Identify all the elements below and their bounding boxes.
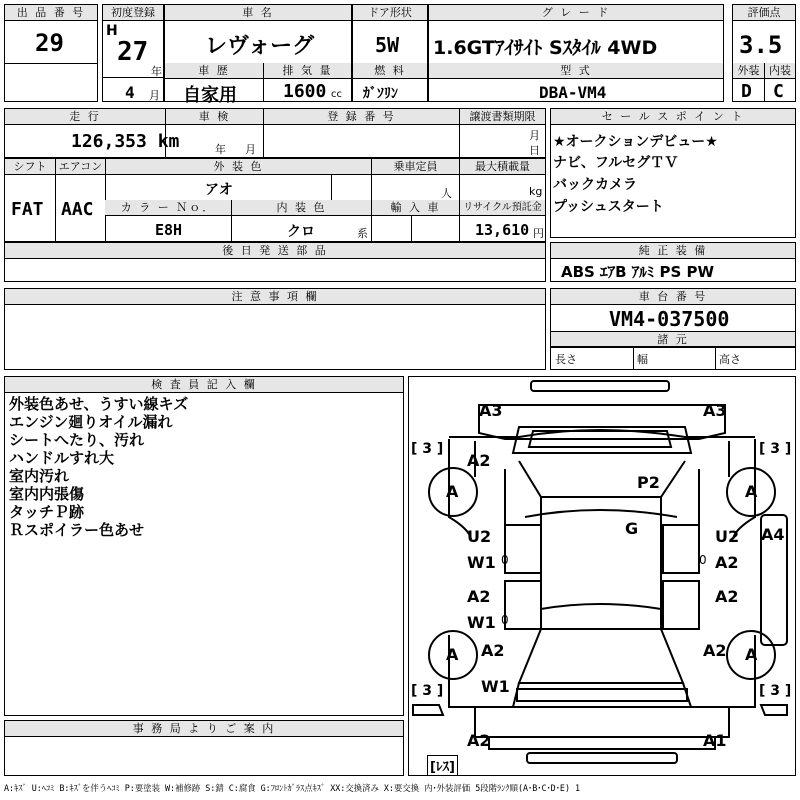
divider — [263, 109, 264, 157]
notes-box — [4, 288, 546, 370]
damage-mark: A2 — [481, 641, 505, 660]
car-outline — [409, 377, 795, 775]
info-box-2 — [4, 158, 546, 242]
insp-year: 年 — [215, 143, 226, 156]
divider — [55, 159, 56, 241]
damage-mark: A3 — [479, 401, 503, 420]
interior: クロ — [287, 224, 315, 240]
reg-label: 初度登録 — [103, 5, 163, 21]
notes-label: 注 意 事 項 欄 — [5, 289, 545, 305]
legend: A:ｷｽﾞ U:ﾍｺﾐ B:ｷｽﾞを伴うﾍｺﾐ P:要塗装 W:補修跡 S:錆 C:腐食 G:ﾌﾛﾝﾄｶﾞﾗｽ点ｷｽﾞ XX:交換済み X:要交換 内･外装評価 5段階ﾗﾝｸ順(A･B･C･D･E) 1 — [4, 783, 581, 793]
car-box — [164, 4, 352, 106]
month-unit: 月 — [149, 89, 160, 102]
selling-point: ★オークションデビュー★ — [553, 134, 718, 150]
chassis: VM4-037500 — [609, 307, 730, 331]
recycle: 13,610 — [475, 221, 530, 239]
inspector-note: ハンドルすれ大 — [9, 449, 115, 467]
tire-mark: A — [745, 645, 758, 664]
displacement-label: 排 気 量 — [263, 63, 351, 79]
tire-mark: A — [446, 482, 459, 501]
lot-number: 29 — [35, 29, 64, 57]
damage-mark: W1 — [467, 613, 496, 632]
damage-mark: G — [625, 519, 639, 538]
load-unit: kg — [529, 185, 543, 198]
damage-mark: A3 — [703, 401, 727, 420]
shift: FAT — [11, 199, 44, 220]
mileage-label: 走 行 — [5, 109, 165, 125]
divider — [263, 63, 264, 101]
later-parts-box — [4, 242, 546, 282]
damage-mark: A2 — [715, 587, 739, 606]
damage-mark: P2 — [637, 473, 660, 492]
reg-month: 4 — [125, 83, 135, 102]
reg-year: 27 — [117, 37, 149, 67]
height-label: 高さ — [719, 353, 741, 366]
model-label: 型 式 — [429, 63, 723, 79]
import-label: 輸 入 車 — [371, 200, 459, 216]
model: DBA-VM4 — [539, 83, 607, 102]
inspection-label: 車 検 — [165, 109, 263, 125]
inspector-note: シートへたり、汚れ — [9, 431, 145, 449]
transfer-month: 月 — [529, 129, 540, 142]
score-label: 評価点 — [733, 5, 795, 21]
damage-mark: W1 — [481, 677, 510, 696]
inspector-note: エンジン廻りオイル漏れ — [9, 413, 173, 431]
damage-mark: U2 — [715, 527, 740, 546]
colorno: E8H — [155, 221, 183, 239]
car-name: レヴォーグ — [205, 34, 315, 59]
chassis-label: 車 台 番 号 — [551, 289, 795, 305]
grade: 1.6GTｱｲｻｲﾄ Sｽﾀｲﾙ 4WD — [433, 37, 658, 59]
tire-mark: A — [745, 482, 758, 501]
grade-box — [428, 4, 724, 102]
era: H — [106, 23, 118, 39]
displacement: 1600 — [283, 81, 327, 102]
history-label: 車 歴 — [165, 63, 263, 79]
load-label: 最大積載量 — [459, 159, 545, 175]
tread-depth: [ 3 ] — [411, 441, 444, 457]
damage-mark: A2 — [467, 451, 491, 470]
regno-label: 登 録 番 号 — [263, 109, 459, 125]
later-label: 後 日 発 送 部 品 — [5, 243, 545, 259]
chassis-box — [550, 288, 796, 370]
ext-score: D — [741, 81, 752, 102]
int-score: C — [773, 81, 784, 102]
info-box-1 — [4, 108, 546, 158]
office-box — [4, 720, 404, 776]
selling-point: ナビ、フルセグＴＶ — [553, 155, 679, 171]
door-label: ドア形状 — [353, 5, 427, 21]
ac: AAC — [61, 199, 94, 220]
equip-label: 純 正 装 備 — [551, 243, 795, 259]
equip-box — [550, 242, 796, 282]
interior-unit: 系 — [357, 227, 368, 240]
divider — [764, 63, 765, 101]
inspector-note: タッチＰ跡 — [9, 503, 85, 521]
selling-point: バックカメラ — [553, 177, 637, 193]
tread-depth: [ 3 ] — [411, 683, 444, 699]
selling-point: プッシュスタート — [553, 199, 664, 215]
ext-label: 外装 — [733, 63, 764, 79]
damage-mark: U2 — [467, 527, 492, 546]
capacity-label: 乗車定員 — [371, 159, 459, 175]
recycle-unit: 円 — [533, 227, 544, 240]
transfer-label: 譲渡書類期限 — [459, 109, 545, 125]
car-label: 車 名 — [165, 5, 351, 21]
inspector-note: 室内内張傷 — [9, 485, 85, 503]
fuel: ｶﾞｿﾘﾝ — [363, 86, 398, 102]
inspector-box — [4, 376, 404, 716]
length-label: 長さ — [555, 353, 577, 366]
divider — [459, 109, 460, 157]
tread-depth: [ 3 ] — [759, 441, 792, 457]
selling-box — [550, 108, 796, 238]
capacity-unit: 人 — [441, 187, 452, 200]
damage-mark: A4 — [761, 525, 785, 544]
inspector-label: 検 査 員 記 入 欄 — [5, 377, 403, 393]
width-label: 幅 — [637, 353, 648, 366]
lot-label: 出 品 番 号 — [5, 5, 97, 21]
history: 自家用 — [183, 85, 237, 106]
color-label: 外 装 色 — [105, 159, 371, 175]
damage-mark: A2 — [467, 731, 491, 750]
door-box — [352, 4, 428, 102]
specs-label: 諸 元 — [551, 331, 795, 348]
office-label: 事 務 局 よ り ご 案 内 — [5, 721, 403, 737]
divider — [551, 346, 795, 347]
registration-box — [102, 4, 164, 102]
damage-mark: A2 — [703, 641, 727, 660]
divider — [411, 215, 412, 241]
divider — [103, 77, 163, 78]
selling-label: セ ー ル ス ポ イ ン ト — [551, 109, 795, 125]
damage-mark: A2 — [715, 553, 739, 572]
tread-depth: [ 3 ] — [759, 683, 792, 699]
spare-label: [ﾚｽ] — [427, 755, 458, 776]
zero-mark: 0 — [699, 553, 707, 567]
damage-mark: A2 — [467, 587, 491, 606]
divider — [715, 346, 716, 369]
divider — [5, 63, 97, 64]
damage-mark: W1 — [467, 553, 496, 572]
year-unit: 年 — [151, 65, 162, 78]
inspector-note: 室内汚れ — [9, 467, 70, 485]
recycle-label: リサイクル預託金 — [459, 200, 545, 216]
mileage: 126,353 km — [71, 131, 180, 152]
insp-month: 月 — [245, 143, 256, 156]
zero-mark: 0 — [501, 613, 509, 627]
inspector-note: Ｒスポイラー色あせ — [9, 521, 145, 539]
grade-label: グ レ ー ド — [429, 5, 723, 21]
inspector-note: 外装色あせ、うすい線キズ — [9, 395, 189, 413]
colorno-label: カ ラ ー Ｎｏ． — [105, 200, 231, 216]
equip: ABS ｴｱB ｱﾙﾐ PS PW — [561, 263, 715, 281]
door: 5W — [375, 33, 400, 57]
shift-label: シフト — [5, 159, 55, 175]
tire-mark: A — [446, 645, 459, 664]
divider — [231, 200, 232, 241]
color: アオ — [205, 182, 233, 198]
displacement-unit: cc — [331, 89, 342, 100]
score: 3.5 — [739, 31, 783, 59]
int-label: 内装 — [764, 63, 795, 79]
score-box — [732, 4, 796, 102]
transfer-day: 日 — [529, 144, 540, 157]
ac-label: エアコン — [55, 159, 105, 175]
lot-box — [4, 4, 98, 102]
damage-diagram — [408, 376, 796, 776]
divider — [331, 174, 332, 200]
fuel-label: 燃 料 — [353, 63, 427, 79]
divider — [633, 346, 634, 369]
damage-mark: A1 — [703, 731, 727, 750]
zero-mark: 0 — [501, 553, 509, 567]
interior-label: 内 装 色 — [231, 200, 371, 216]
